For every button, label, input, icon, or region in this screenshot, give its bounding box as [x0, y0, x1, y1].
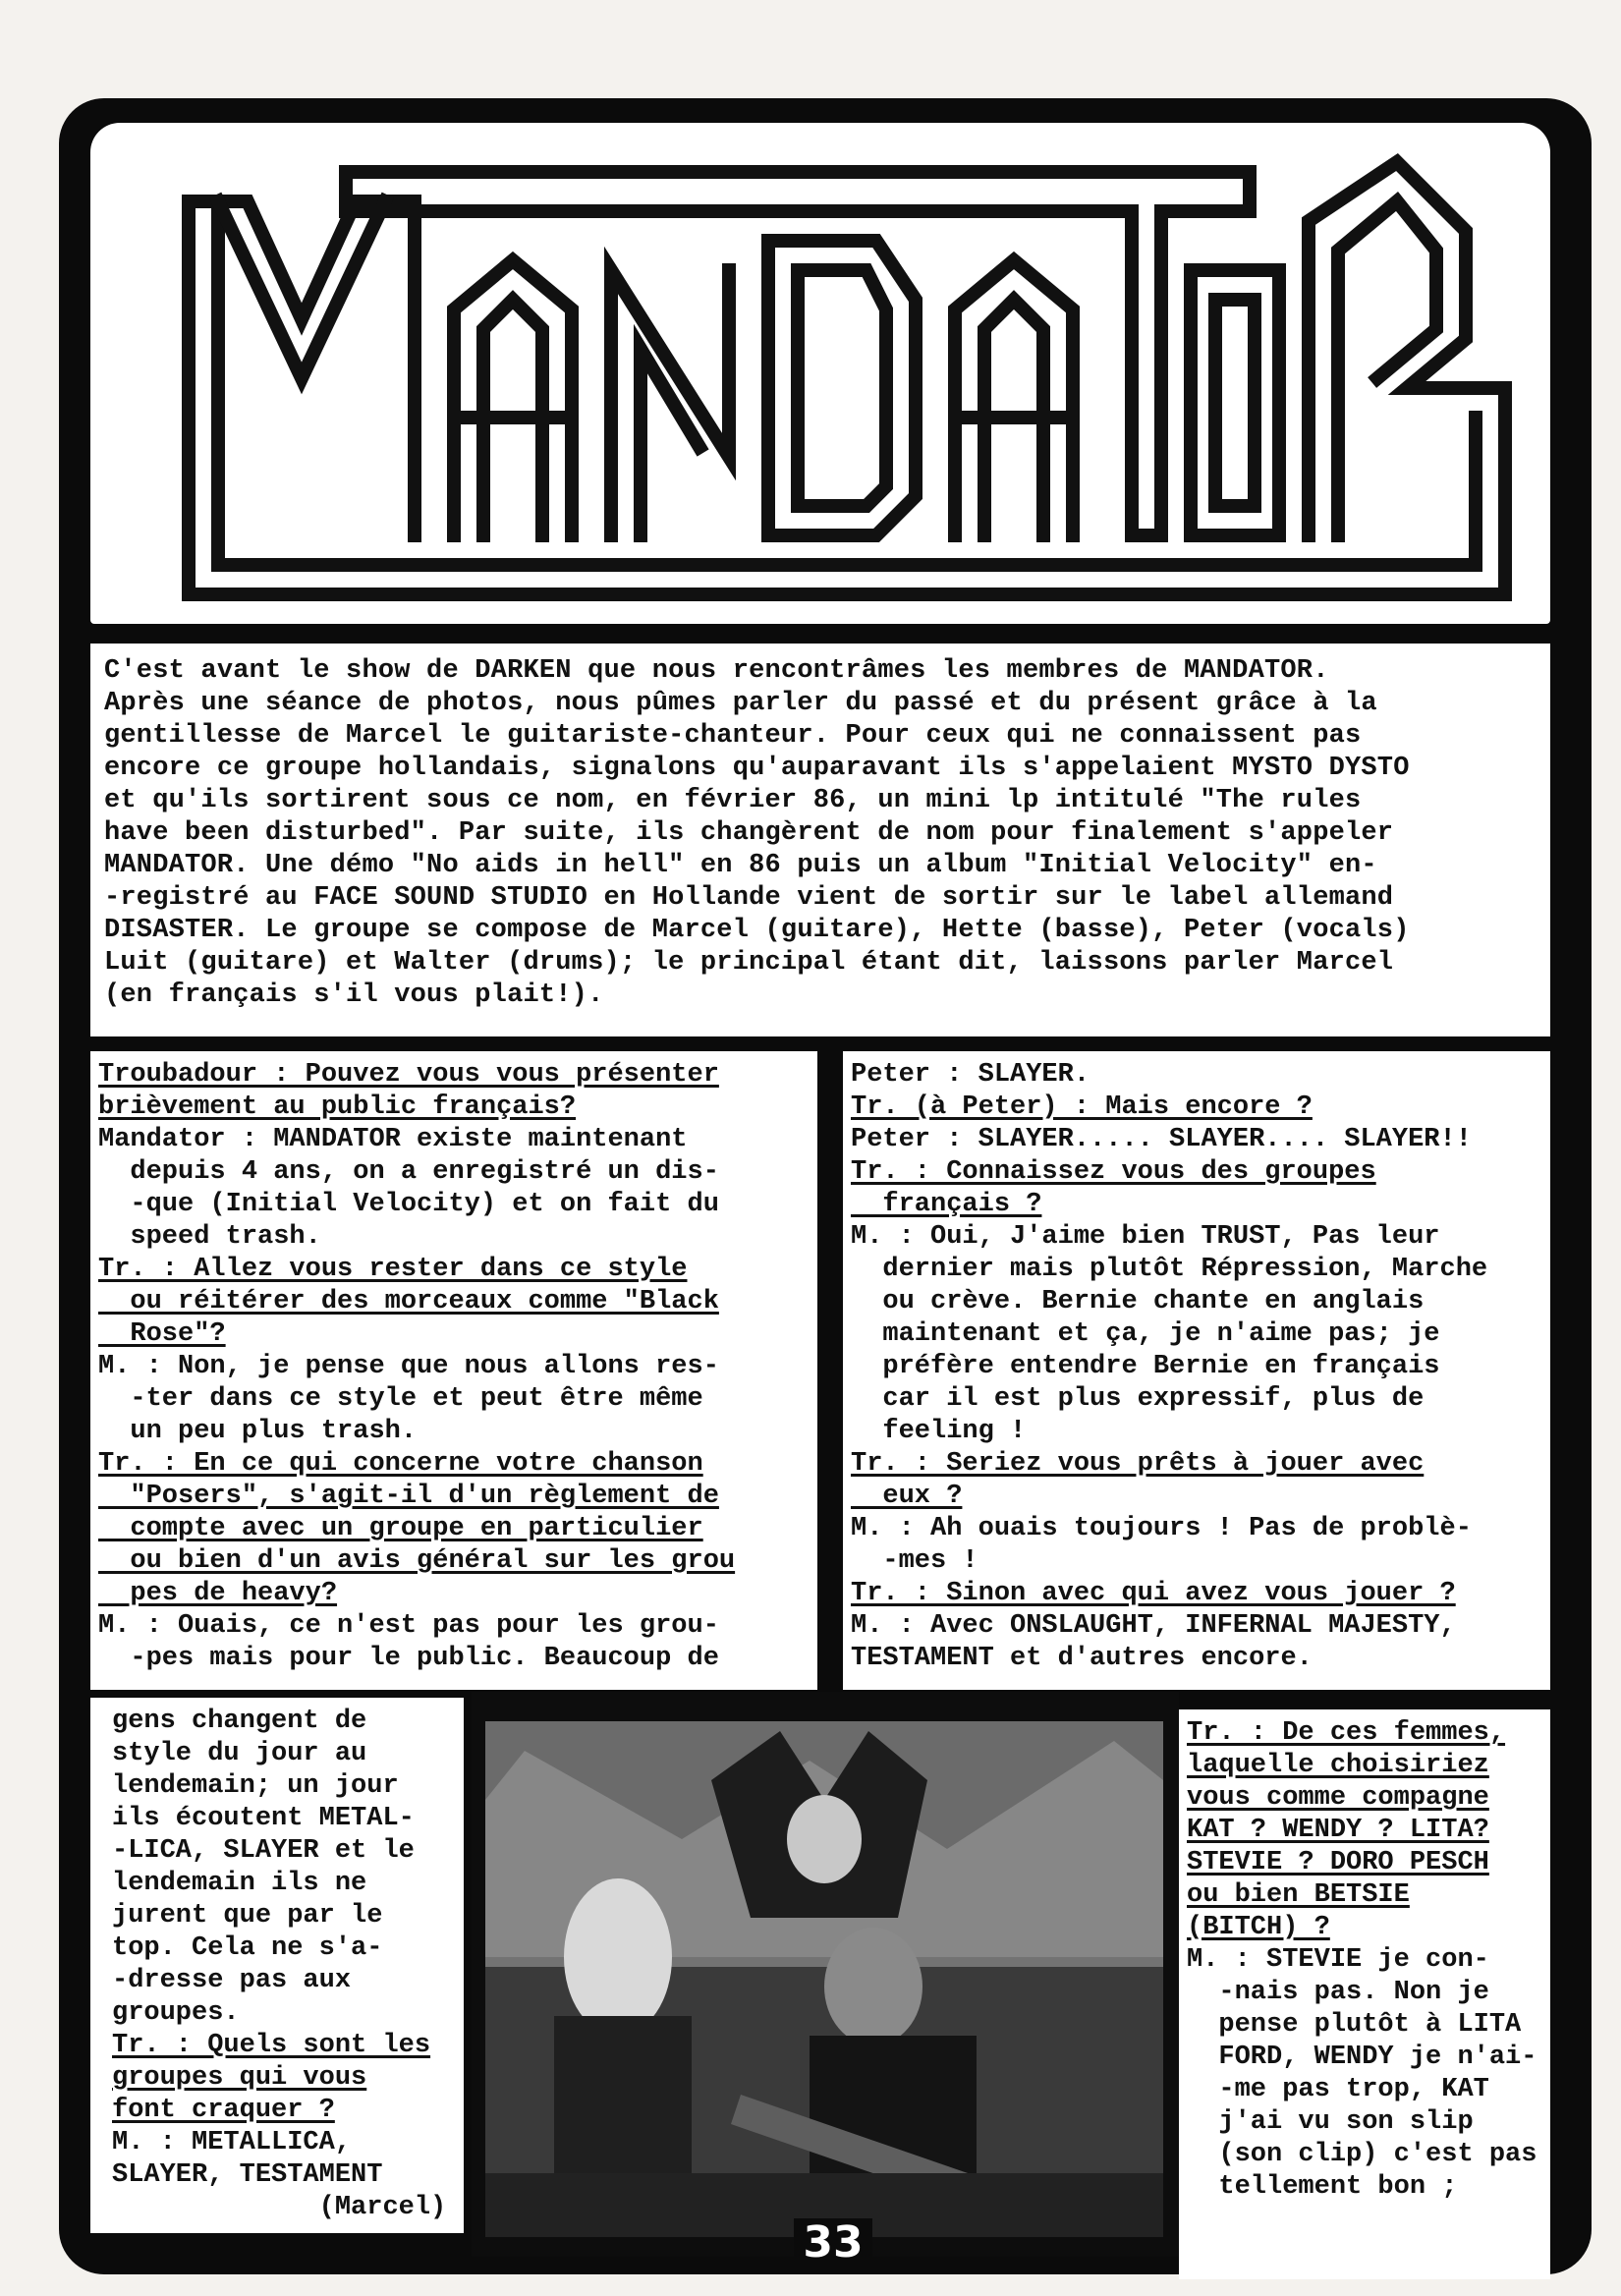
answer-line: FORD, WENDY je n'ai- [1187, 2043, 1537, 2072]
intro-line: gentillesse de Marcel le guitariste-chanteur. Pour ceux qui ne connaissent pas [104, 721, 1362, 751]
text-line [98, 1351, 808, 1383]
intro-line: et qu'ils sortirent sous ce nom, en février 86, un mini lp intitulé "The rules [104, 786, 1362, 815]
page-number: 33 [794, 2218, 872, 2268]
question-line: STEVIE ? DORO PESCH [1187, 1848, 1489, 1877]
question-line: ou bien BETSIE [1187, 1880, 1410, 1910]
question-line: Tr. : Connaissez vous des groupes [851, 1157, 1376, 1187]
answer-line: -ter dans ce style et peut être même [98, 1384, 703, 1414]
text-line [112, 1706, 454, 1738]
question-line: compte avec un groupe en particulier [98, 1514, 703, 1543]
answer-line: TESTAMENT et d'autres encore. [851, 1644, 1313, 1673]
answer-line: speed trash. [98, 1222, 321, 1252]
question-line: KAT ? WENDY ? LITA? [1187, 1816, 1489, 1845]
question-line: Tr. : Quels sont les [112, 2031, 431, 2060]
answer-line: M. : Oui, J'aime bien TRUST, Pas leur [851, 1222, 1440, 1252]
text-line [851, 1189, 1540, 1221]
text-line [851, 1221, 1540, 1254]
intro-line: MANDATOR. Une démo "No aids in hell" en 86 puis un album "Initial Velocity" en- [104, 851, 1377, 880]
text-line [1187, 1912, 1540, 1944]
answer-line: -LICA, SLAYER et le [112, 1836, 415, 1866]
intro-paragraph [90, 644, 1550, 1036]
text-line [112, 2095, 454, 2127]
question-line: Tr. : Sinon avec qui avez vous jouer ? [851, 1579, 1456, 1608]
answer-line: M. : METALLICA, [112, 2128, 352, 2157]
question-line: "Posers", s'agit-il d'un règlement de [98, 1482, 719, 1511]
text-line [98, 1578, 808, 1610]
question-line: ou bien d'un avis général sur les grou [98, 1546, 736, 1576]
text-line [98, 1643, 808, 1675]
text-line [851, 1383, 1540, 1416]
answer-line: -me pas trop, KAT [1187, 2075, 1489, 2104]
text-line [98, 1092, 808, 1124]
answer-line: -dresse pas aux [112, 1966, 352, 1995]
answer-line: pense plutôt à LITA [1187, 2010, 1522, 2040]
answer-line: préfère entendre Bernie en français [851, 1352, 1440, 1381]
question-line: vous comme compagne [1187, 1783, 1489, 1813]
question-line: brièvement au public français? [98, 1092, 577, 1122]
text-line [851, 1156, 1540, 1189]
answer-line: car il est plus expressif, plus de [851, 1384, 1425, 1414]
answer-line: style du jour au [112, 1739, 367, 1768]
text-line [1187, 1750, 1540, 1782]
question-line: Tr. : De ces femmes, [1187, 1718, 1506, 1748]
answer-line: M. : Ouais, ce n'est pas pour les grou- [98, 1611, 719, 1641]
text-line [98, 1221, 808, 1254]
text-line [112, 1932, 454, 1965]
answer-line: SLAYER, TESTAMENT [112, 2160, 383, 2190]
text-line [112, 1997, 454, 2030]
question-line: groupes qui vous [112, 2063, 367, 2093]
text-line [851, 1513, 1540, 1545]
text-line [98, 1059, 808, 1092]
text-line [112, 1770, 454, 1803]
text-line [851, 1286, 1540, 1318]
text-line [851, 1124, 1540, 1156]
text-line [851, 1092, 1540, 1124]
text-line [112, 2192, 454, 2224]
text-line [98, 1545, 808, 1578]
text-line [98, 1286, 808, 1318]
answer-line: M. : Avec ONSLAUGHT, INFERNAL MAJESTY, [851, 1611, 1456, 1641]
answer-line: -pes mais pour le public. Beaucoup de [98, 1644, 719, 1673]
answer-line: dernier mais plutôt Répression, Marche [851, 1255, 1488, 1284]
answer-line: groupes. [112, 1998, 240, 2028]
answer-line: (son clip) c'est pas [1187, 2140, 1537, 2169]
answer-line: gens changent de [112, 1707, 367, 1736]
intro-line: (en français s'il vous plait!). [104, 980, 604, 1010]
intro-line: C'est avant le show de DARKEN que nous rencontrâmes les membres de MANDATOR. [104, 656, 1329, 686]
text-line [98, 1318, 808, 1351]
answer-line: ils écoutent METAL- [112, 1804, 415, 1833]
text-line [1187, 2171, 1540, 2204]
text-line [1187, 2106, 1540, 2139]
intro-line: Luit (guitare) et Walter (drums); le principal étant dit, laissons parler Marcel [104, 948, 1394, 978]
answer-line: feeling ! [851, 1417, 1027, 1446]
answer-line: j'ai vu son slip [1187, 2107, 1474, 2137]
question-line: ou réitérer des morceaux comme "Black [98, 1287, 719, 1316]
answer-line: jurent que par le [112, 1901, 383, 1931]
text-line [1187, 1815, 1540, 1847]
text-line [98, 1254, 808, 1286]
text-line [98, 1189, 808, 1221]
text-line [1187, 2139, 1540, 2171]
answer-line: Mandator : MANDATOR existe maintenant [98, 1125, 688, 1154]
text-line [1187, 2074, 1540, 2106]
answer-line: ou crève. Bernie chante en anglais [851, 1287, 1425, 1316]
text-line [98, 1448, 808, 1481]
question-line: Tr. : Seriez vous prêts à jouer avec [851, 1449, 1425, 1479]
question-line: Tr. : En ce qui concerne votre chanson [98, 1449, 703, 1479]
question-line: eux ? [851, 1482, 963, 1511]
text-line [851, 1448, 1540, 1481]
intro-line: encore ce groupe hollandais, signalons qu'auparavant ils s'appelaient MYSTO DYSTO [104, 754, 1410, 783]
intro-line: -registré au FACE SOUND STUDIO en Hollande vient de sortir sur le label allemand [104, 883, 1394, 913]
text-line [112, 1803, 454, 1835]
text-line [851, 1254, 1540, 1286]
text-line [851, 1481, 1540, 1513]
answer-line: lendemain ils ne [112, 1869, 367, 1898]
question-line: font craquer ? [112, 2096, 335, 2125]
answer-line: M. : STEVIE je con- [1187, 1945, 1489, 1975]
text-line [98, 1481, 808, 1513]
text-line [851, 1643, 1540, 1675]
answer-line: M. : Non, je pense que nous allons res- [98, 1352, 719, 1381]
text-line [98, 1416, 808, 1448]
text-line [1187, 1944, 1540, 1977]
text-line [1187, 1717, 1540, 1750]
text-line [112, 2062, 454, 2095]
answer-line: lendemain; un jour [112, 1771, 399, 1801]
text-line [851, 1318, 1540, 1351]
text-line [1187, 1879, 1540, 1912]
logo-text: MANDATOR [817, 388, 823, 389]
text-line [112, 2159, 454, 2192]
intro-line: Après une séance de photos, nous pûmes parler du passé et du présent grâce à la [104, 689, 1377, 718]
question-line: pes de heavy? [98, 1579, 338, 1608]
question-line: Troubadour : Pouvez vous vous présenter [98, 1060, 719, 1090]
text-line [1187, 1782, 1540, 1815]
answer-line: M. : Ah ouais toujours ! Pas de problè- [851, 1514, 1472, 1543]
concert-photo [485, 1721, 1163, 2237]
interview-left-column [90, 1051, 817, 1690]
text-line [98, 1156, 808, 1189]
text-line [851, 1059, 1540, 1092]
mandator-logo [90, 123, 1550, 624]
text-line [98, 1124, 808, 1156]
answer-line: tellement bon ; [1187, 2172, 1458, 2202]
question-line: français ? [851, 1190, 1042, 1219]
answer-line: Peter : SLAYER. [851, 1060, 1090, 1090]
text-line [1187, 1977, 1540, 2009]
text-line [1187, 1847, 1540, 1879]
text-line [851, 1578, 1540, 1610]
text-line [112, 2127, 454, 2159]
answer-line: un peu plus trash. [98, 1417, 418, 1446]
text-line [98, 1513, 808, 1545]
text-line [1187, 2009, 1540, 2042]
band-photo [472, 1692, 1179, 2257]
answer-line: maintenant et ça, je n'aime pas; je [851, 1319, 1440, 1349]
answer-line: -mes ! [851, 1546, 978, 1576]
answer-line: (Marcel) [112, 2193, 447, 2222]
text-line [851, 1351, 1540, 1383]
answer-line: Peter : SLAYER..... SLAYER.... SLAYER!! [851, 1125, 1472, 1154]
question-line: laquelle choisiriez [1187, 1751, 1489, 1780]
question-line: Tr. (à Peter) : Mais encore ? [851, 1092, 1313, 1122]
text-line [112, 1738, 454, 1770]
text-line [851, 1545, 1540, 1578]
answer-line: top. Cela ne s'a- [112, 1933, 383, 1963]
logo-panel [90, 123, 1550, 624]
interview-right-column [843, 1051, 1550, 1690]
answer-line: depuis 4 ans, on a enregistré un dis- [98, 1157, 719, 1187]
intro-line: DISASTER. Le groupe se compose de Marcel (guitare), Hette (basse), Peter (vocals) [104, 916, 1410, 945]
question-line: Rose"? [98, 1319, 226, 1349]
interview-bottom-left-column [90, 1698, 464, 2233]
text-line [1187, 2042, 1540, 2074]
text-line [112, 1868, 454, 1900]
text-line [112, 1965, 454, 1997]
text-line [851, 1610, 1540, 1643]
text-line [851, 1416, 1540, 1448]
text-line [112, 1835, 454, 1868]
text-line [112, 1900, 454, 1932]
question-line: (BITCH) ? [1187, 1913, 1330, 1942]
text-line [98, 1610, 808, 1643]
answer-line: -que (Initial Velocity) et on fait du [98, 1190, 719, 1219]
text-line [98, 1383, 808, 1416]
intro-line: have been disturbed". Par suite, ils changèrent de nom pour finalement s'appeler [104, 818, 1394, 848]
text-line [112, 2030, 454, 2062]
interview-bottom-right-column [1179, 1709, 1550, 2279]
question-line: Tr. : Allez vous rester dans ce style [98, 1255, 688, 1284]
answer-line: -nais pas. Non je [1187, 1978, 1489, 2007]
